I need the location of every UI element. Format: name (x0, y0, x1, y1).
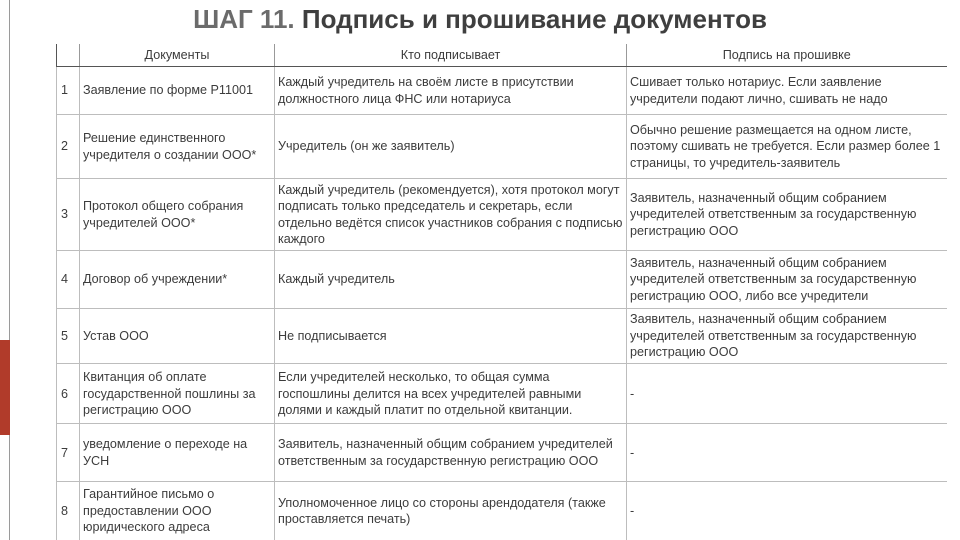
row-number: 4 (57, 251, 80, 309)
table-row (57, 179, 947, 251)
table-row (57, 309, 947, 364)
row-signer: Каждый учредитель (рекомендуется), хотя протокол могут подписать только председатель и секретарь, если отдельно ведётся список участников собрания с подписью каждого (275, 179, 627, 251)
row-number: 8 (57, 482, 80, 540)
row-document: Договор об учреждении* (80, 251, 275, 309)
row-signer: Учредитель (он же заявитель) (275, 115, 627, 179)
row-document: Решение единственного учредителя о создании ООО* (80, 115, 275, 179)
row-stitch: Обычно решение размещается на одном листе, поэтому сшивать не требуется. Если размер более 1 страницы, то учредитель-заявитель (627, 115, 947, 179)
row-signer: Уполномоченное лицо со стороны арендодателя (также проставляется печать) (275, 482, 627, 540)
header-stitch-signature: Подпись на прошивке (627, 44, 947, 67)
slide-title-step: ШАГ 11. (193, 4, 295, 34)
row-document: уведомление о переходе на УСН (80, 424, 275, 482)
header-documents: Документы (80, 44, 275, 67)
table-row (57, 364, 947, 424)
row-document: Гарантийное письмо о предоставлении ООО юридического адреса (80, 482, 275, 540)
row-signer: Каждый учредитель (275, 251, 627, 309)
documents-table (56, 44, 947, 540)
row-stitch: - (627, 424, 947, 482)
row-signer: Если учредителей несколько, то общая сумма госпошлины делится на всех учредителей равными долями и каждый платит по отдельной квитанции. (275, 364, 627, 424)
row-signer: Не подписывается (275, 309, 627, 364)
header-signer: Кто подписывает (275, 44, 627, 67)
table-row (57, 67, 947, 115)
row-stitch: - (630, 503, 635, 518)
row-number: 3 (57, 179, 80, 251)
table-header-row (57, 44, 947, 67)
row-stitch: Сшивает только нотариус. Если заявление учредители подают лично, сшивать не надо (627, 67, 947, 115)
row-number: 6 (57, 364, 80, 424)
row-document: Заявление по форме Р11001 (80, 67, 275, 115)
row-document: Квитанция об оплате государственной пошлины за регистрацию ООО (80, 364, 275, 424)
table-row (57, 424, 947, 482)
table-row (57, 115, 947, 179)
row-signer: Каждый учредитель на своём листе в присутствии должностного лица ФНС или нотариуса (275, 67, 627, 115)
header-number (57, 44, 80, 67)
row-number: 2 (57, 115, 80, 179)
row-number: 7 (57, 424, 80, 482)
table-row (57, 251, 947, 309)
row-document: Устав ООО (80, 309, 275, 364)
row-document: Протокол общего собрания учредителей ООО* (80, 179, 275, 251)
table-row (57, 482, 947, 540)
row-stitch: Заявитель, назначенный общим собранием учредителей ответственным за государственную регистрацию ООО, либо все учредители (627, 251, 947, 309)
slide-title-text: Подпись и прошивание документов (301, 4, 767, 34)
red-accent-bar (0, 340, 10, 435)
row-number: 5 (57, 309, 80, 364)
row-number: 1 (57, 67, 80, 115)
row-stitch: Заявитель, назначенный общим собранием учредителей ответственным за государственную регистрацию ООО (627, 179, 947, 251)
left-vertical-rule (9, 0, 10, 540)
row-stitch: - (627, 364, 947, 424)
row-stitch: Заявитель, назначенный общим собранием учредителей ответственным за государственную регистрацию ООО (627, 309, 947, 364)
row-signer: Заявитель, назначенный общим собранием учредителей ответственным за государственную регистрацию ООО (275, 424, 627, 482)
slide-title (0, 4, 960, 35)
